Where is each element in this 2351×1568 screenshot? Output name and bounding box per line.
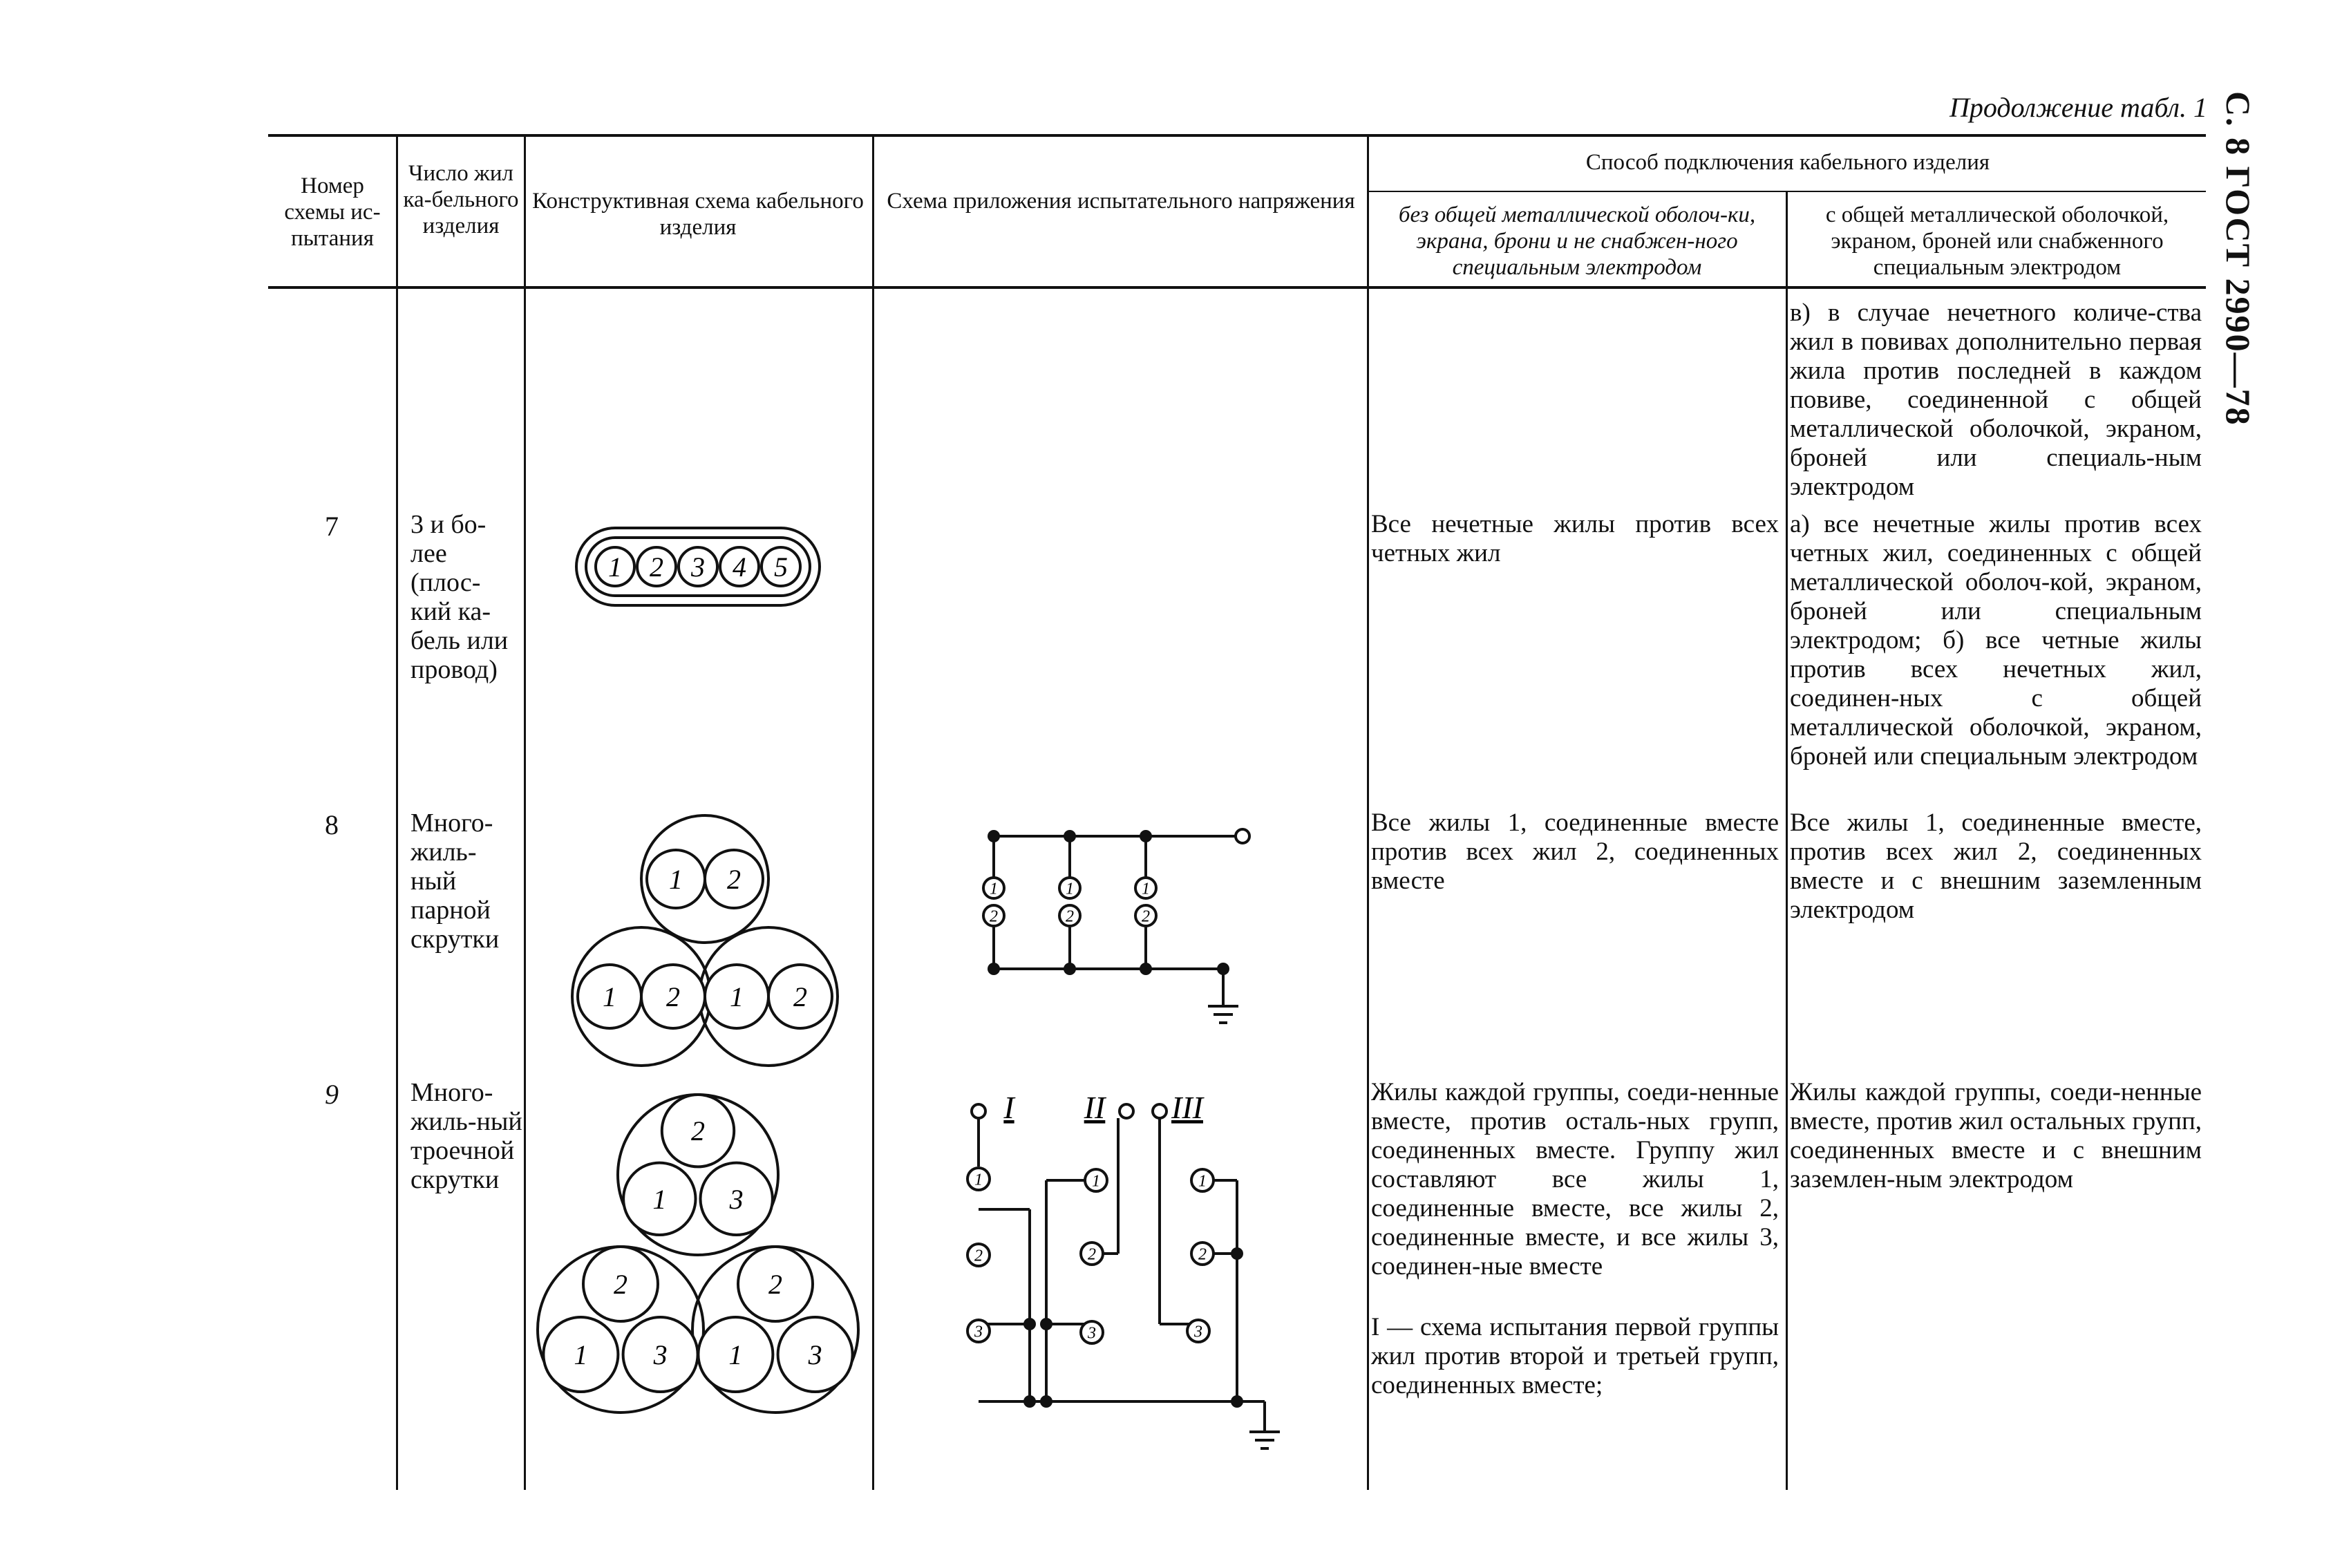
group1-core-2-label: 2 — [974, 1247, 983, 1265]
flat-core-2-label: 2 — [650, 551, 663, 583]
triple-right-core-2-label: 2 — [768, 1269, 782, 1300]
continuation-label: Продолжение табл. 1 — [1949, 92, 2207, 123]
page-side-header — [2218, 91, 2260, 451]
group-label-2: II — [1084, 1090, 1106, 1125]
pair-test-core-1-0-label: 1 — [990, 880, 998, 898]
flat-core-1-label: 1 — [608, 551, 622, 583]
header-core-count: Число жил ка-бельного изделия — [403, 161, 519, 238]
flat-core-5-label: 5 — [774, 551, 788, 583]
row-cont-with-sheath: в) в случае нечетного количе-ства жил в повивах дополнительно первая жила против последней в каждом повиве, соединенной с общей металлической оболочкой, экраном, броней или специаль-ным электродом — [1790, 299, 2202, 501]
table-top-rule — [268, 134, 2206, 137]
triple-right-core-1-label: 1 — [728, 1339, 743, 1370]
col-divider-3 — [872, 135, 874, 1490]
pair-right-core-2-label: 2 — [793, 981, 807, 1012]
group2-core-1-label: 1 — [1092, 1172, 1100, 1191]
group3-core-3-label: 3 — [1194, 1323, 1202, 1341]
triple-left-core-3-label: 3 — [653, 1339, 668, 1370]
group1-core-3-label: 3 — [974, 1323, 983, 1341]
pair-top-core-1-label: 1 — [669, 864, 683, 895]
group-label-1: I — [1003, 1090, 1014, 1125]
row8-with-sheath: Все жилы 1, соединенные вместе, против всех жил 2, соединенных вместе и с внешним заземленным электродом — [1790, 809, 2202, 924]
pair-test-core-2-2-label: 2 — [1142, 907, 1150, 926]
row9-with-sheath: Жилы каждой группы, соеди-ненные вместе, против жил остальных групп, соединенных вместе и с внешним заземлен-ным электродом — [1790, 1078, 2202, 1193]
triple-top-core-1-label: 1 — [652, 1183, 667, 1215]
row7-without-sheath: Все нечетные жилы против всех четных жил — [1371, 510, 1779, 567]
pair-left-core-2-label: 2 — [666, 981, 680, 1012]
group3-core-2-label: 2 — [1198, 1245, 1207, 1264]
pair-test-circuit — [961, 815, 1265, 1037]
flat-cable-diagram — [567, 518, 829, 615]
header-with-sheath: с общей металлической оболочкой, экраном, броней или снабженного специальным электродом — [1825, 202, 2169, 280]
col-divider-4 — [1367, 135, 1369, 1490]
header-without-sheath: без общей металлической оболоч-ки, экрана, брони и не снабжен-ного специальным электродом — [1398, 202, 1756, 280]
flat-core-4-label: 4 — [733, 551, 746, 583]
row7-cores: 3 и бо-лее (плос-кий ка-бель или провод) — [410, 510, 509, 684]
row9-cores: Много-жиль-ный троечной скрутки — [410, 1078, 522, 1194]
triple-top-core-3-label: 3 — [729, 1183, 744, 1215]
flat-core-3-label: 3 — [691, 551, 705, 583]
row9-without-sheath: Жилы каждой группы, соеди-ненные вместе, против осталь-ных групп, соединенных вместе. Группу жил составляют все жилы 1, соединенные вместе, все жилы 2, соединенные вместе, и все жилы 3, соединен-ные вместе — [1371, 1078, 1779, 1281]
pair-cable-diagram — [560, 809, 850, 1071]
group-label-3: III — [1171, 1090, 1203, 1125]
row8-without-sheath: Все жилы 1, соединенные вместе против всех жил 2, соединенных вместе — [1371, 809, 1779, 895]
row8-number: 8 — [325, 809, 339, 840]
group2-core-3-label: 3 — [1088, 1324, 1096, 1343]
group3-core-1-label: 1 — [1198, 1172, 1207, 1191]
header-voltage-scheme: Схема приложения испытательного напряжения — [887, 189, 1355, 214]
pair-left-core-1-label: 1 — [603, 981, 616, 1012]
row7-with-sheath: а) все нечетные жилы против всех четных жил, соединенных с общей металлической оболоч-кой, экраном, броней или специальным электродом; б) все четные жилы против всех нечетных жил, соединен-ных с общей металлической оболочкой, экраном, броней или специальным электродом — [1790, 510, 2202, 771]
pair-test-core-2-1-label: 2 — [1066, 907, 1074, 926]
triple-right-core-3-label: 3 — [808, 1339, 822, 1370]
triple-left-core-1-label: 1 — [574, 1339, 588, 1370]
row9-number: 9 — [325, 1079, 339, 1110]
pair-top-core-2-label: 2 — [727, 864, 741, 895]
triple-top-core-2-label: 2 — [691, 1115, 705, 1147]
triple-left-core-2-label: 2 — [614, 1269, 627, 1300]
col-divider-2 — [524, 135, 526, 1490]
triple-test-circuit — [947, 1078, 1306, 1465]
col-divider-5 — [1786, 191, 1788, 1490]
group1-core-1-label: 1 — [974, 1171, 983, 1189]
header-construction: Конструктивная схема кабельного изделия — [532, 189, 864, 240]
side-header-text: С. 8 ГОСТ 2990—78 — [2219, 91, 2258, 426]
group2-core-2-label: 2 — [1088, 1245, 1096, 1264]
header-connection-method: Способ подключения кабельного изделия — [1585, 150, 1990, 175]
col-divider-1 — [396, 135, 398, 1490]
pair-right-core-1-label: 1 — [730, 981, 744, 1012]
pair-test-core-1-1-label: 1 — [1066, 880, 1074, 898]
row7-number: 7 — [325, 511, 339, 542]
pair-test-core-1-2-label: 1 — [1142, 880, 1150, 898]
row8-cores: Много-жиль-ный парной скрутки — [410, 809, 500, 954]
row9-without-sheath-note: I — схема испытания первой группы жил против второй и третьей групп, соединенных вместе; — [1371, 1313, 1779, 1399]
triple-cable-diagram — [532, 1085, 864, 1430]
header-bottom-rule — [268, 286, 2206, 289]
pair-test-core-2-0-label: 2 — [990, 907, 998, 926]
header-scheme-number: Номер схемы ис-пытания — [284, 173, 381, 251]
